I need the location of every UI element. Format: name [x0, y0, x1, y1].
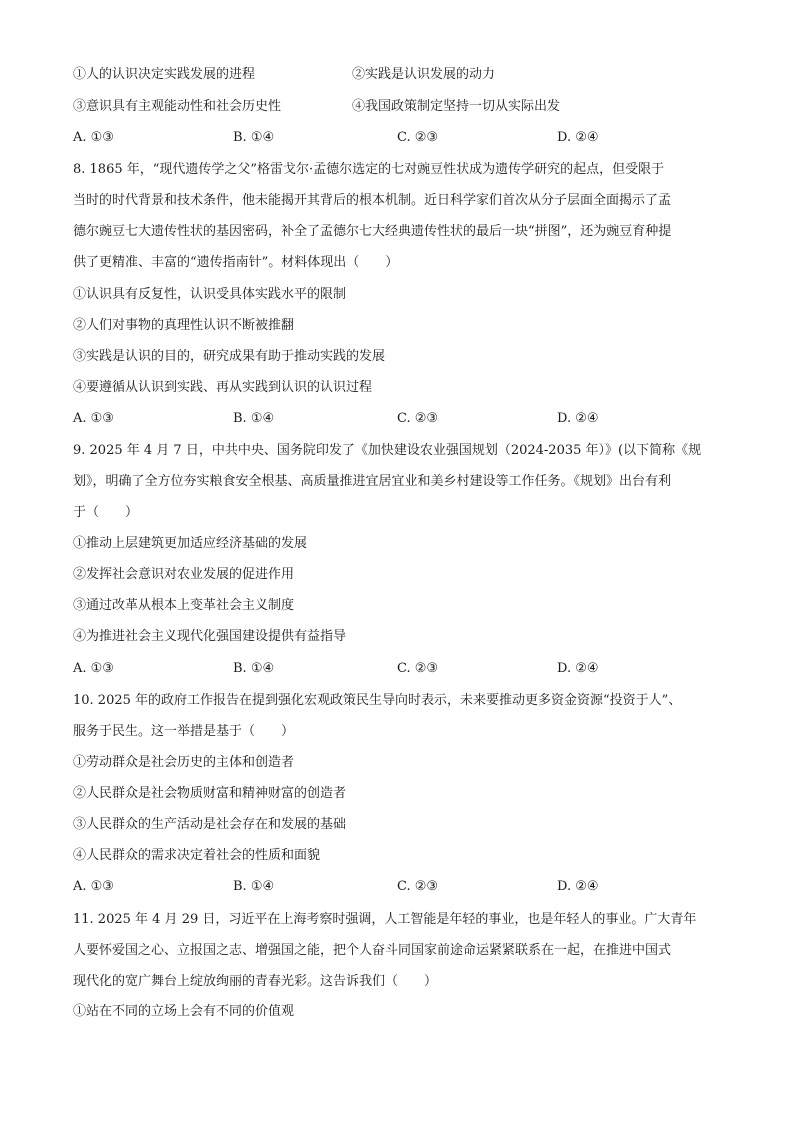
q9-option-3: ③通过改革从根本上变革社会主义制度 — [73, 598, 295, 613]
q8-option-3: ③实践是认识的目的，研究成果有助于推动实践的发展 — [73, 349, 386, 364]
q10-choice-d: D. ②④ — [557, 879, 599, 894]
q7-choice-b: B. ①④ — [233, 130, 275, 145]
q9-stem — [73, 435, 723, 528]
q11-stem-line: 11. 2025 年 4 月 29 日，习近平在上海考察时强调，人工智能是年轻的事业，也是年轻人的事业。广大青年 — [73, 912, 697, 927]
q7-choice-d: D. ②④ — [557, 130, 599, 145]
q7-option-3: ③意识具有主观能动性和社会历史性 — [73, 99, 282, 114]
q9-option-4: ④为推进社会主义现代化强国建设提供有益指导 — [73, 629, 347, 644]
q10-stem — [73, 685, 723, 747]
q7-choice-a: A. ①③ — [73, 130, 114, 145]
q9-choice-d: D. ②④ — [557, 661, 599, 676]
q8-choice-b: B. ①④ — [233, 411, 275, 426]
q8-choice-a: A. ①③ — [73, 411, 114, 426]
q9-option-1: ①推动上层建筑更加适应经济基础的发展 — [73, 536, 308, 551]
q10-option-4: ④人民群众的需求决定着社会的性质和面貌 — [73, 848, 321, 863]
q8-stem-line: 当时的时代背景和技术条件，他未能揭开其背后的根本机制。近日科学家们首次从分子层面全面揭示了孟 — [73, 193, 672, 208]
q9-stem-line: 9. 2025 年 4 月 7 日，中共中央、国务院印发了《加快建设农业强国规划（2024-2035 年）》(以下简称《规 — [73, 443, 702, 458]
q9-choice-b: B. ①④ — [233, 661, 275, 676]
q10-choice-c: C. ②③ — [397, 879, 439, 894]
q11-option-1: ①站在不同的立场上会有不同的价值观 — [73, 1004, 295, 1019]
q9-choice-c: C. ②③ — [397, 661, 439, 676]
q9-stem-line: 划》，明确了全方位夯实粮食安全根基、高质量推进宜居宜业和美乡村建设等工作任务。《规划》出台有利 — [73, 474, 672, 489]
q7-option-2: ②实践是认识发展的动力 — [352, 67, 496, 82]
q8-stem-line: 8. 1865 年，“现代遗传学之父”格雷戈尔·孟德尔选定的七对豌豆性状成为遗传学研究的起点，但受限于 — [73, 162, 665, 177]
q10-option-2: ②人民群众是社会物质财富和精神财富的创造者 — [73, 786, 347, 801]
q11-stem-line: 人要怀爱国之心、立报国之志、增强国之能，把个人奋斗同国家前途命运紧紧联系在一起，在推进中国式 — [73, 943, 672, 958]
q7-choice-c: C. ②③ — [397, 130, 439, 145]
q8-choice-c: C. ②③ — [397, 411, 439, 426]
q10-option-3: ③人民群众的生产活动是社会存在和发展的基础 — [73, 817, 347, 832]
q9-choice-a: A. ①③ — [73, 661, 114, 676]
q9-option-2: ②发挥社会意识对农业发展的促进作用 — [73, 567, 295, 582]
q7-option-1: ①人的认识决定实践发展的进程 — [73, 67, 256, 82]
q10-stem-line: 服务于民生。这一举措是基于（ ） — [73, 724, 295, 739]
q11-stem-line: 现代化的宽广舞台上绽放绚丽的青春光彩。这告诉我们（ ） — [73, 974, 438, 989]
q11-stem — [73, 904, 723, 997]
q10-option-1: ①劳动群众是社会历史的主体和创造者 — [73, 755, 295, 770]
q8-stem-line: 供了更精准、丰富的“遗传指南针”。材料体现出（ ） — [73, 255, 399, 270]
q7-option-4: ④我国政策制定坚持一切从实际出发 — [352, 99, 561, 114]
q8-option-2: ②人们对事物的真理性认识不断被推翻 — [73, 318, 295, 333]
q10-choice-b: B. ①④ — [233, 879, 275, 894]
q9-stem-line: 于（ ） — [73, 505, 139, 520]
q8-stem — [73, 154, 723, 278]
q8-option-1: ①认识具有反复性，认识受具体实践水平的限制 — [73, 287, 347, 302]
q10-choice-a: A. ①③ — [73, 879, 114, 894]
q8-choice-d: D. ②④ — [557, 411, 599, 426]
q8-option-4: ④要遵循从认识到实践、再从实践到认识的认识过程 — [73, 380, 373, 395]
q10-stem-line: 10. 2025 年的政府工作报告在提到强化宏观政策民生导向时表示，未来要推动更多资金资源“投资于人”、 — [73, 693, 682, 708]
q8-stem-line: 德尔豌豆七大遗传性状的基因密码，补全了孟德尔七大经典遗传性状的最后一块“拼图”，还为豌豆育种提 — [73, 224, 672, 239]
